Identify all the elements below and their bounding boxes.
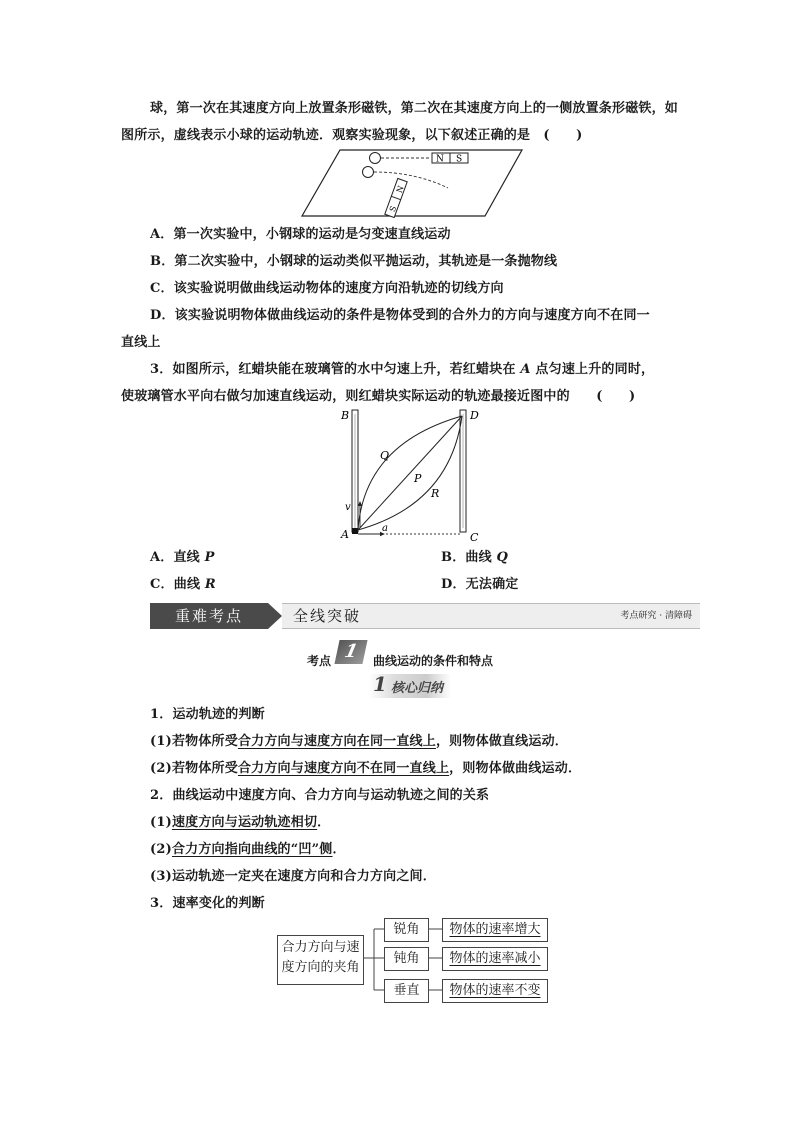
- banner-title: 重难考点: [150, 603, 268, 629]
- flow-result-increase-text: 物体的速率增大: [449, 922, 541, 937]
- section-heading-3: 3．速率变化的判断: [150, 896, 265, 911]
- core-number: 1: [373, 672, 387, 696]
- magnet-second-s: S: [387, 204, 399, 214]
- q3-option-d: D．无法确定: [441, 577, 519, 592]
- label-d: D: [470, 409, 479, 422]
- point-1-1-pre: (1)若物体所受: [150, 734, 238, 749]
- q2-option-d-line1: D．该实验说明物体做曲线运动的条件是物体受到的合外力的方向与速度方向不在同一: [150, 308, 650, 323]
- magnet-second-n: N: [394, 184, 406, 195]
- q2-stem-line2: 图所示，虚线表示小球的运动轨迹．观察实验现象，以下叙述正确的是 ( ): [121, 128, 583, 143]
- point-1-1-post: ，则物体做直线运动．: [435, 734, 568, 749]
- q2-option-c: C．该实验说明做曲线运动物体的速度方向沿轨迹的切线方向: [150, 281, 504, 296]
- point-1-2-pre: (2)若物体所受: [150, 761, 238, 776]
- point-2-1-key: 速度方向与运动轨迹相切: [171, 815, 318, 830]
- flow-result-constant: [442, 979, 548, 1003]
- banner-subtitle: 全线突破: [293, 607, 362, 625]
- point-2-2-post: ．: [332, 842, 346, 857]
- q3-option-a-label: A．直线: [150, 550, 200, 565]
- label-a-point: A: [341, 528, 349, 541]
- flow-root-line1: 合力方向与速: [281, 940, 360, 955]
- q3-stem-point-a: A: [520, 362, 531, 377]
- q3-option-b-label: B．曲线: [441, 550, 492, 565]
- point-2-2-pre: (2): [150, 842, 172, 857]
- q2-option-a: A．第一次实验中，小钢球的运动是匀变速直线运动: [150, 227, 451, 242]
- label-q: Q: [380, 449, 390, 462]
- q2-option-d-line2: 直线上: [121, 335, 161, 350]
- kaodian-number-badge: 1: [334, 640, 367, 664]
- section-heading-1: 1．运动轨迹的判断: [150, 707, 265, 722]
- point-2-1-post: ．: [317, 815, 331, 830]
- flow-result-decrease-text: 物体的速率减小: [449, 951, 541, 966]
- point-2-2-key: 合力方向指向曲线的“凹”侧: [171, 842, 333, 857]
- q3-stem-text-a: 3．如图所示，红蜡块能在玻璃管的水中匀速上升，若红蜡块在: [150, 362, 516, 377]
- banner-tagline: 考点研究 · 清障碍: [620, 611, 692, 621]
- label-v: v: [345, 502, 351, 513]
- q3-stem-line2: 使玻璃管水平向右做匀加速直线运动，则红蜡块实际运动的轨迹最接近图中的 ( ): [121, 389, 636, 404]
- kaodian-label: 考点: [307, 654, 332, 668]
- kaodian-title: 曲线运动的条件和特点: [373, 654, 494, 668]
- core-title: 核心归纳: [391, 681, 444, 696]
- point-1-2-post: ，则物体做曲线运动．: [449, 761, 582, 776]
- flow-result-decrease: [442, 947, 548, 971]
- label-c: C: [470, 531, 479, 544]
- q3-option-b-var: Q: [496, 550, 509, 565]
- point-2-3: (3)运动轨迹一定夹在速度方向和合力方向之间．: [150, 869, 436, 884]
- point-2-1-pre: (1): [150, 815, 172, 830]
- q3-option-c-var: R: [204, 577, 216, 592]
- q2-option-b: B．第二次实验中，小钢球的运动类似平抛运动，其轨迹是一条抛物线: [150, 254, 558, 269]
- flow-result-increase: [442, 918, 548, 942]
- point-1-1-key: 合力方向与速度方向在同一直线上: [237, 734, 436, 749]
- label-p: P: [414, 472, 422, 485]
- q3-option-a-var: P: [204, 550, 215, 565]
- point-1-2-key: 合力方向与速度方向不在同一直线上: [237, 761, 450, 776]
- flow-root-line2: 度方向的夹角: [281, 960, 360, 975]
- label-r: R: [431, 487, 440, 500]
- q3-stem-text-b: 点匀速上升的同时，: [535, 362, 655, 377]
- label-b: B: [341, 409, 350, 422]
- q3-option-c-label: C．曲线: [150, 577, 201, 592]
- flow-branch-obtuse: 钝角: [384, 947, 429, 971]
- flow-result-constant-text: 物体的速率不变: [449, 983, 541, 998]
- flow-branch-right: 垂直: [384, 979, 429, 1003]
- section-heading-2: 2．曲线运动中速度方向、合力方向与运动轨迹之间的关系: [150, 788, 490, 803]
- magnet-first-s: S: [456, 154, 463, 165]
- flow-branch-acute: 锐角: [384, 918, 429, 942]
- flow-root-box: [277, 935, 364, 985]
- magnet-first-n: N: [436, 154, 444, 165]
- label-a-vector: a: [382, 523, 388, 534]
- q2-stem-line1: 球，第一次在其速度方向上放置条形磁铁，第二次在其速度方向上的一侧放置条形磁铁，如: [150, 101, 679, 116]
